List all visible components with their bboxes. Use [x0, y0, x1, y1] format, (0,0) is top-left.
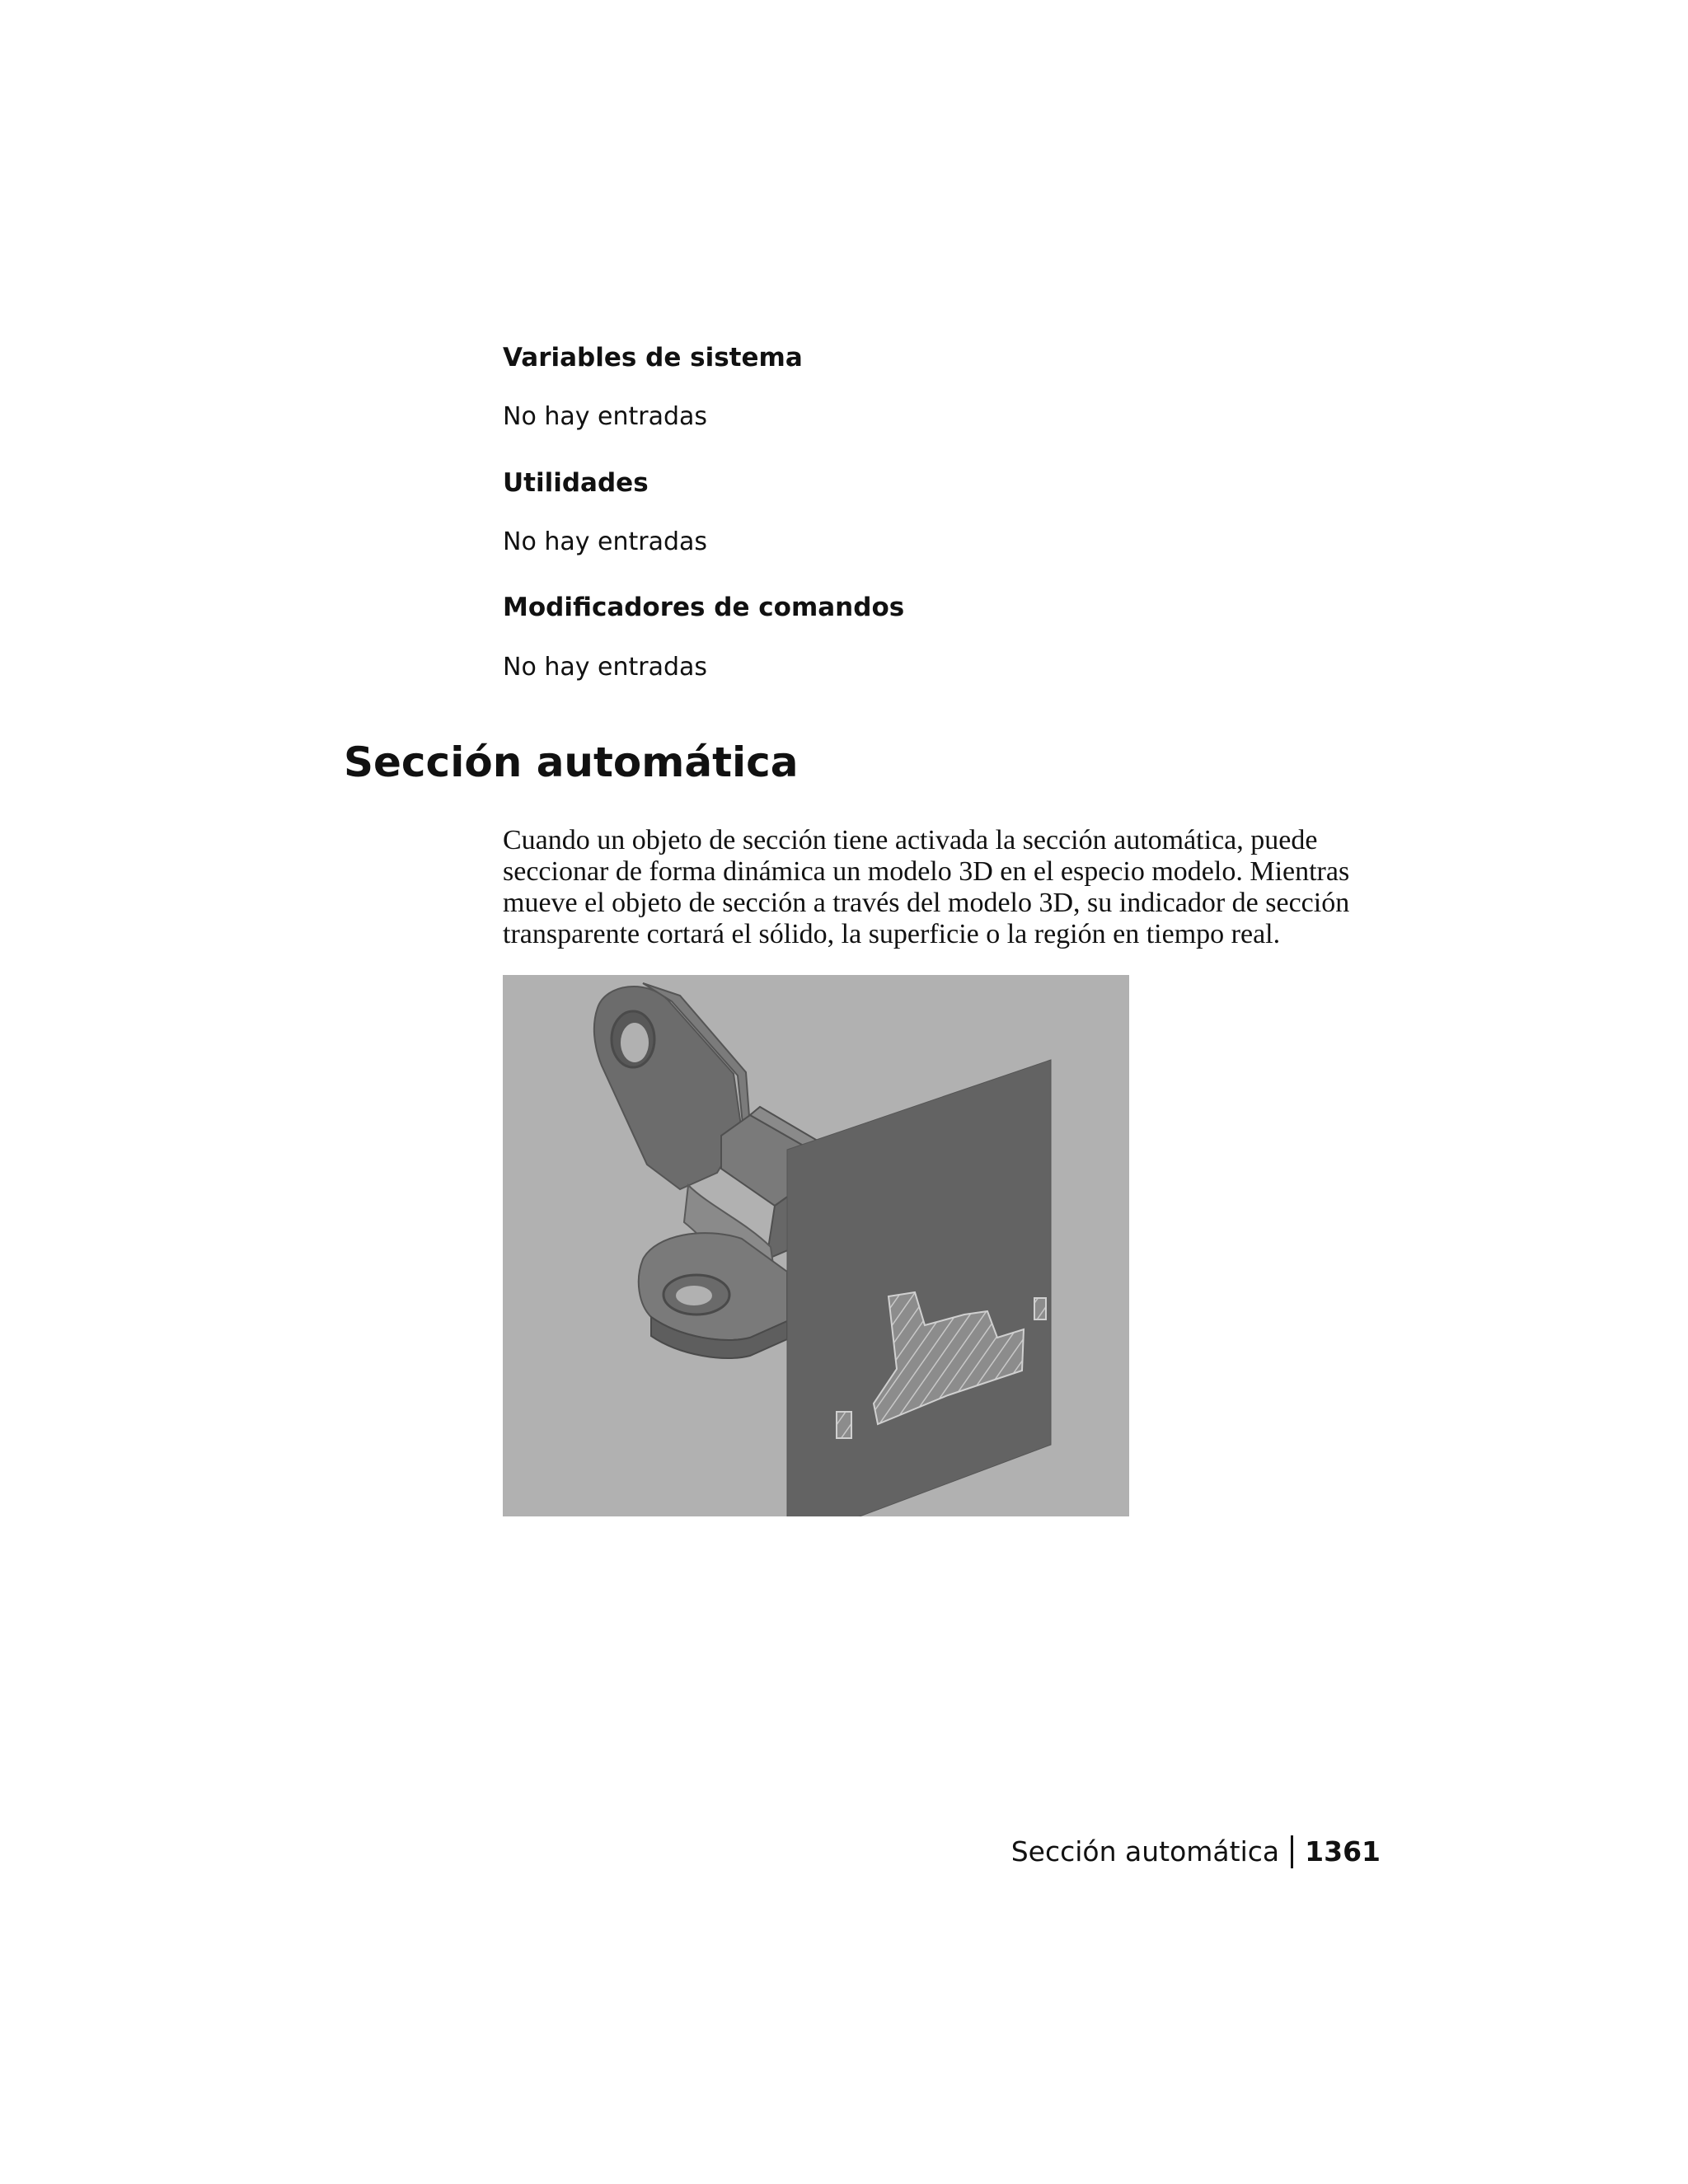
section-cut-small-2	[1034, 1298, 1046, 1319]
page-footer	[1011, 1834, 1381, 1870]
utilities-text: No hay entradas	[503, 527, 708, 556]
section-paragraph: Cuando un objeto de sección tiene activada la sección automática, puede seccionar de forma dinámica un modelo 3D en el especio modelo. Mientras mueve el objeto de sección a través del modelo 3D, su indicador de sección transparente cortará el sólido, la superficie o la región en tiempo real.	[503, 825, 1350, 949]
subheading-command-modifiers: Modificadores de comandos	[503, 593, 905, 622]
system-variables-text: No hay entradas	[503, 402, 708, 431]
section-plane	[787, 1060, 1051, 1516]
subheading-system-variables: Variables de sistema	[503, 343, 803, 373]
subheading-utilities: Utilidades	[503, 468, 649, 498]
section-title: Sección automática	[344, 738, 799, 786]
live-section-figure	[503, 975, 1129, 1516]
solid-part	[594, 983, 816, 1358]
footer-separator	[1291, 1835, 1293, 1868]
part-arm	[594, 987, 742, 1189]
command-modifiers-text: No hay entradas	[503, 653, 708, 682]
footer-page-number: 1361	[1305, 1835, 1381, 1868]
footer-section-name: Sección automática	[1010, 1835, 1280, 1868]
section-cut-small-1	[837, 1412, 851, 1438]
live-section-illustration	[503, 975, 1129, 1516]
